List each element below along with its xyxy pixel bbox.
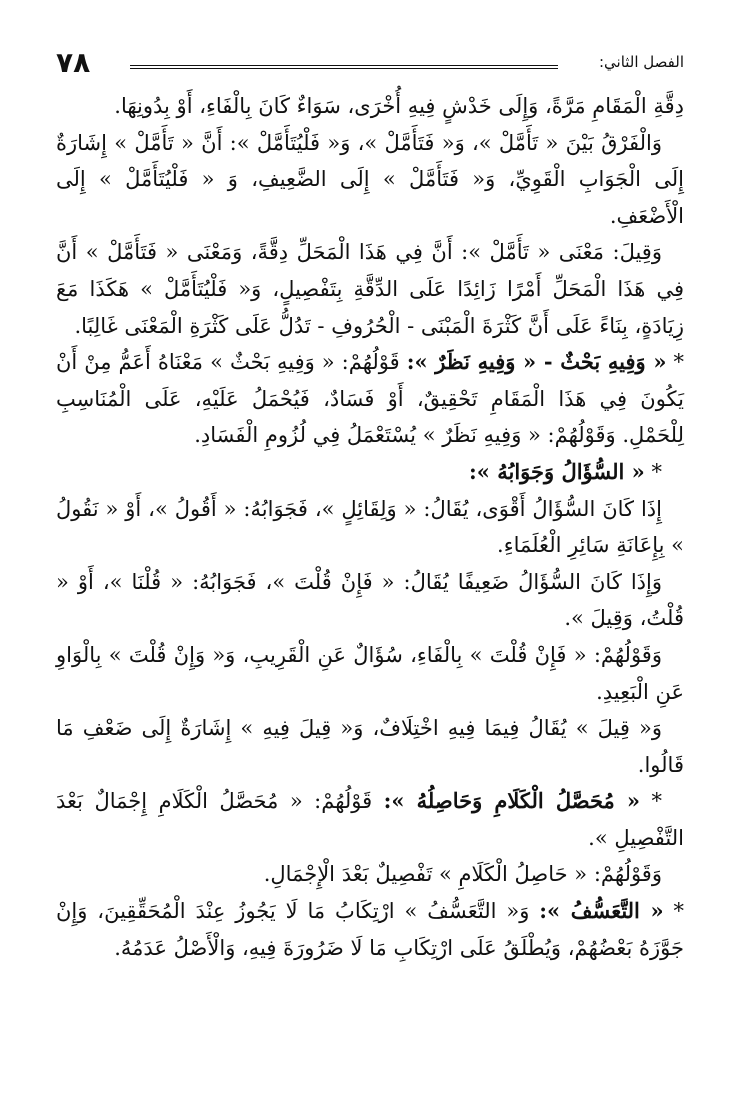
paragraph [56, 564, 684, 637]
term-entry [56, 783, 684, 856]
paragraph-text: إِذَا كَانَ السُّؤَالُ أَقْوَى، يُقَالُ: « وَلِقَائِلٍ »، فَجَوَابُهُ: « أَقُولُ »، أَوْ « نَقُولُ » بِإِعَانَةِ سَائِرِ الْعُلَمَاءِ. [56, 496, 684, 558]
paragraph [56, 125, 684, 235]
paragraph-text: وَإِذَا كَانَ السُّؤَالُ ضَعِيفًا يُقَالُ: « فَإِنْ قُلْتَ »، فَجَوَابُهُ: « قُلْنَا »، أَوْ « قُلْتُ، وَقِيلَ ». [56, 569, 684, 631]
paragraph-text: دِقَّةِ الْمَقَامِ مَرَّةً، وَإِلَى خَدْشٍ فِيهِ أُخْرَى، سَوَاءٌ كَانَ بِالْفَاءِ، أَوْ بِدُونِهَا. [114, 94, 684, 118]
paragraph-text: وَ« قِيلَ » يُقَالُ فِيمَا فِيهِ اخْتِلَافٌ، وَ« قِيلَ فِيهِ » إِشَارَةٌ إِلَى ضَعْفِ مَا قَالُوا. [56, 716, 684, 777]
term-entry [56, 454, 684, 491]
entry-bullet: * [640, 789, 663, 814]
paragraph [56, 856, 684, 893]
entry-term: « التَّعَسُّفُ »: [539, 898, 664, 924]
paragraph-text: وَقِيلَ: مَعْنَى « تَأَمَّلْ »: أَنَّ فِي هَذَا الْمَحَلِّ دِقَّةً، وَمَعْنَى « فَتَأَمَّلْ » أَنَّ فِي هَذَا الْمَحَلِّ أَمْرًا زَائِدًا عَلَى الدِّقَّةِ بِتَفْصِيلٍ، وَ« فَلْيُتَأَمَّلْ » هَكَذَا مَعَ زِيَادَةٍ، بِنَاءً عَلَى أَنَّ كَثْرَةَ الْمَبْنَى - الْحُرُوفِ - تَدُلُّ عَلَى كَثْرَةِ الْمَعْنَى غَالِبًا. [56, 240, 684, 338]
paragraph [56, 491, 684, 564]
entry-bullet: * [644, 459, 662, 484]
entry-bullet: * [666, 350, 684, 375]
page-number: ٧٨ [56, 46, 91, 79]
paragraph [56, 88, 684, 125]
paragraph [56, 637, 684, 710]
paragraph-text: وَقَوْلُهُمْ: « فَإِنْ قُلْتَ » بِالْفَاءِ، سُؤَالٌ عَنِ الْقَرِيبِ، وَ« وَإِنْ قُلْتَ » بِالْوَاوِ عَنِ الْبَعِيدِ. [56, 642, 684, 704]
entry-text: قَوْلُهُمْ: « مُحَصَّلُ الْكَلَامِ إِجْمَالٌ بَعْدَ التَّفْصِيلِ ». [56, 789, 684, 850]
running-header [56, 46, 684, 80]
paragraph-text: وَالْفَرْقُ بَيْنَ « تَأَمَّلْ »، وَ« فَتَأَمَّلْ »، وَ« فَلْيُتَأَمَّلْ »: أَنَّ « تَأَمَّلْ » إِشَارَةٌ إِلَى الْجَوَابِ الْقَوِيِّ، وَ« فَتَأَمَّلْ » إِلَى الضَّعِيفِ، وَ « فَلْيُتَأَمَّلْ » إِلَى الْأَضْعَفِ. [56, 130, 684, 228]
paragraph [56, 710, 684, 783]
paragraph [56, 234, 684, 344]
paragraph-text: وَقَوْلُهُمْ: « حَاصِلُ الْكَلَامِ » تَفْصِيلٌ بَعْدَ الْإِجْمَالِ. [263, 862, 662, 887]
term-entry [56, 893, 684, 966]
page-body [56, 88, 684, 966]
entry-term: « السُّؤَالُ وَجَوَابُهُ »: [469, 458, 645, 484]
entry-text: قَوْلُهُمْ: « وَفِيهِ بَحْثٌ » مَعْنَاهُ أَعَمُّ مِنْ أَنْ يَكُونَ فِي هَذَا الْمَقَامِ تَحْقِيقٌ، أَوْ فَسَادٌ، فَيُحْمَلُ عَلَيْهِ، عَلَى الْمُنَاسِبِ لِلْحَمْلِ. وَقَوْلُهُمْ: « وَفِيهِ نَظَرٌ » يُسْتَعْمَلُ فِي لُزُومِ الْفَسَادِ. [56, 350, 685, 448]
entry-term: « وَفِيهِ بَحْثٌ - « وَفِيهِ نَظَرٌ »: [406, 349, 667, 375]
chapter-title: الفصل الثاني: [598, 53, 684, 71]
entry-bullet: * [663, 899, 684, 924]
term-entry [56, 344, 684, 454]
entry-text: وَ« التَّعَسُّفُ » ارْتِكَابُ مَا لَا يَجُوزُ عِنْدَ الْمُحَقِّقِينَ، وَإِنْ جَوَّزَهُ بَعْضُهُمْ، وَيُطْلَقُ عَلَى ارْتِكَابِ مَا لَا ضَرُورَةَ فِيهِ، وَالْأَصْلُ عَدَمُهُ. [56, 899, 684, 960]
book-page [56, 46, 685, 1090]
entry-term: « مُحَصَّلُ الْكَلَامِ وَحَاصِلُهُ »: [383, 788, 641, 814]
header-double-rule [130, 65, 558, 69]
